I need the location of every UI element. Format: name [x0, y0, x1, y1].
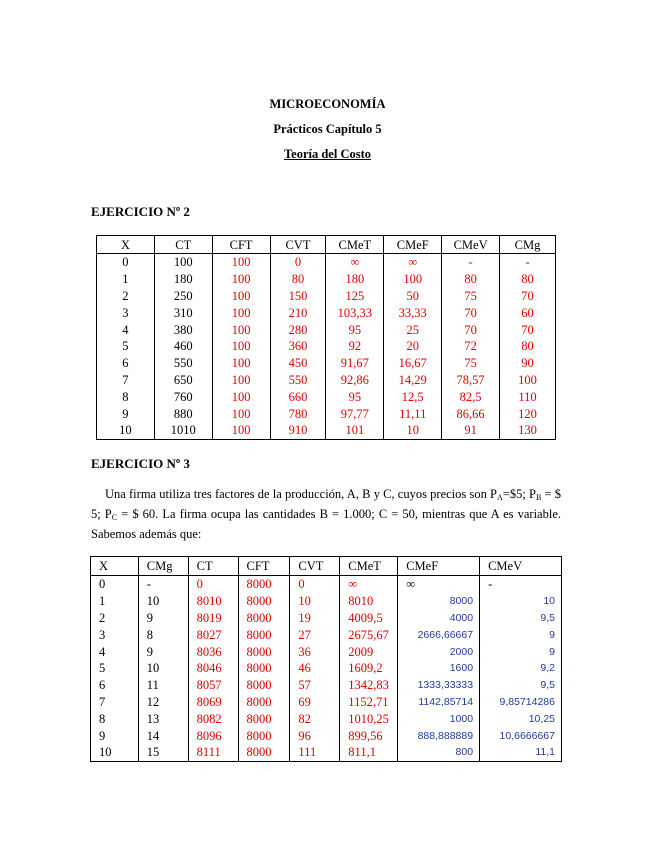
table-cell: 91 — [442, 422, 500, 439]
table-cell: 2 — [91, 610, 139, 627]
column-header: CFT — [238, 557, 290, 576]
column-header: CMeF — [384, 236, 442, 254]
table-cell: - — [480, 576, 562, 593]
table-cell: 80 — [270, 271, 326, 288]
table-cell: 1000 — [398, 710, 480, 727]
table-cell: 92,86 — [326, 372, 384, 389]
table-cell: 82,5 — [442, 388, 500, 405]
table-cell: 0 — [91, 576, 139, 593]
table-cell: 8010 — [340, 593, 398, 610]
table-cell: 9 — [91, 727, 139, 744]
table-cell: 9,5 — [480, 677, 562, 694]
table-cell: 550 — [154, 355, 212, 372]
table-cell: 10 — [384, 422, 442, 439]
table-cell: 8 — [91, 710, 139, 727]
column-header: CMeT — [326, 236, 384, 254]
table-cell: 100 — [212, 271, 270, 288]
table-cell: - — [442, 254, 500, 271]
table-cell: 8010 — [188, 593, 238, 610]
table-cell: 8 — [97, 388, 155, 405]
table-cell: 8096 — [188, 727, 238, 744]
table-cell: 97,77 — [326, 405, 384, 422]
table-cell: 50 — [384, 288, 442, 305]
table-cell: 70 — [442, 304, 500, 321]
table-cell: 8000 — [238, 677, 290, 694]
table-cell: 8082 — [188, 710, 238, 727]
table-cell: 46 — [290, 660, 340, 677]
table-row — [97, 422, 556, 439]
table-cell: 8000 — [238, 643, 290, 660]
table-cell: - — [500, 254, 556, 271]
table-cell: 111 — [290, 744, 340, 761]
table-cell: 70 — [500, 288, 556, 305]
table-cell: 100 — [212, 355, 270, 372]
table-cell: 180 — [154, 271, 212, 288]
table-cell: 100 — [154, 254, 212, 271]
exercise3-heading: EJERCICIO Nº 3 — [91, 456, 190, 471]
table-cell: 10 — [97, 422, 155, 439]
table-cell: 100 — [384, 271, 442, 288]
table-cell: 78,57 — [442, 372, 500, 389]
table-cell: 13 — [138, 710, 188, 727]
table-cell: 80 — [500, 271, 556, 288]
table-cell: 75 — [442, 355, 500, 372]
table-cell: 9,85714286 — [480, 694, 562, 711]
table-cell: 110 — [500, 388, 556, 405]
table-cell: 12,5 — [384, 388, 442, 405]
table-cell: 8 — [138, 626, 188, 643]
table-cell: 11,1 — [480, 744, 562, 761]
table-row — [91, 593, 562, 610]
table-cell: 4 — [97, 321, 155, 338]
table-cell: 280 — [270, 321, 326, 338]
table-cell: 8000 — [238, 744, 290, 761]
exercise3-table — [90, 556, 562, 762]
table-cell: 91,67 — [326, 355, 384, 372]
table-row — [91, 727, 562, 744]
column-header: CT — [154, 236, 212, 254]
table-cell: 660 — [270, 388, 326, 405]
table-cell: 800 — [398, 744, 480, 761]
column-header: CMg — [500, 236, 556, 254]
table-cell: 10,25 — [480, 710, 562, 727]
table-cell: 8019 — [188, 610, 238, 627]
table-cell: 1600 — [398, 660, 480, 677]
table-row — [97, 271, 556, 288]
table-cell: 72 — [442, 338, 500, 355]
table-cell: 100 — [212, 321, 270, 338]
table-cell: 95 — [326, 388, 384, 405]
table-cell: 96 — [290, 727, 340, 744]
table-cell: 8111 — [188, 744, 238, 761]
table-cell: 8046 — [188, 660, 238, 677]
table-cell: 8000 — [238, 593, 290, 610]
table-cell: 8057 — [188, 677, 238, 694]
table-cell: 450 — [270, 355, 326, 372]
table-cell: 80 — [442, 271, 500, 288]
table-cell: 10 — [91, 744, 139, 761]
table-cell: 100 — [212, 304, 270, 321]
table-cell: 3 — [97, 304, 155, 321]
table-cell: 2666,66667 — [398, 626, 480, 643]
table-cell: 8069 — [188, 694, 238, 711]
table-cell: 780 — [270, 405, 326, 422]
table-cell: 180 — [326, 271, 384, 288]
table-cell: 2000 — [398, 643, 480, 660]
table-cell: 16,67 — [384, 355, 442, 372]
table-cell: 3 — [91, 626, 139, 643]
table-cell: 100 — [212, 288, 270, 305]
column-header: CMg — [138, 557, 188, 576]
table-cell: 310 — [154, 304, 212, 321]
table-cell: 9 — [480, 643, 562, 660]
table-cell: 4000 — [398, 610, 480, 627]
table-cell: 14,29 — [384, 372, 442, 389]
table-row — [97, 304, 556, 321]
table-cell: 8000 — [238, 727, 290, 744]
table-cell: 8000 — [238, 626, 290, 643]
table-cell: 1333,33333 — [398, 677, 480, 694]
table-cell: 5 — [91, 660, 139, 677]
document-topic: Teoría del Costo — [283, 147, 372, 161]
document-title: MICROECONOMÍA — [269, 97, 386, 111]
table-cell: 11 — [138, 677, 188, 694]
table-cell: 8000 — [238, 660, 290, 677]
table-cell: ∞ — [340, 576, 398, 593]
table-cell: 80 — [500, 338, 556, 355]
column-header: CMeV — [442, 236, 500, 254]
table-cell: 0 — [188, 576, 238, 593]
column-header: CMeT — [340, 557, 398, 576]
table-cell: 9 — [97, 405, 155, 422]
table-cell: 1010,25 — [340, 710, 398, 727]
table-cell: 880 — [154, 405, 212, 422]
table-cell: 75 — [442, 288, 500, 305]
table-row — [91, 744, 562, 761]
table-cell: 650 — [154, 372, 212, 389]
table-row — [91, 626, 562, 643]
table-header-row — [97, 236, 556, 254]
table-cell: 210 — [270, 304, 326, 321]
table-cell: 70 — [500, 321, 556, 338]
table-cell: 150 — [270, 288, 326, 305]
table-cell: 100 — [500, 372, 556, 389]
table-cell: 69 — [290, 694, 340, 711]
table-cell: 5 — [97, 338, 155, 355]
column-header: CVT — [290, 557, 340, 576]
table-cell: 8000 — [238, 694, 290, 711]
table-row — [97, 254, 556, 271]
document-subtitle: Prácticos Capítulo 5 — [273, 122, 382, 136]
table-cell: 7 — [97, 372, 155, 389]
table-cell: 811,1 — [340, 744, 398, 761]
table-cell: 1010 — [154, 422, 212, 439]
table-cell: 1609,2 — [340, 660, 398, 677]
table-cell: 1152,71 — [340, 694, 398, 711]
table-cell: 2009 — [340, 643, 398, 660]
table-cell: ∞ — [384, 254, 442, 271]
table-cell: 100 — [212, 388, 270, 405]
table-cell: 8000 — [238, 610, 290, 627]
table-cell: 9,5 — [480, 610, 562, 627]
table-cell: 100 — [212, 338, 270, 355]
table-cell: 4009,5 — [340, 610, 398, 627]
table-row — [91, 643, 562, 660]
table-cell: 8036 — [188, 643, 238, 660]
table-row — [91, 660, 562, 677]
table-cell: 9 — [138, 643, 188, 660]
table-cell: 60 — [500, 304, 556, 321]
column-header: CMeF — [398, 557, 480, 576]
table-row — [97, 355, 556, 372]
table-cell: 2675,67 — [340, 626, 398, 643]
table-cell: 100 — [212, 405, 270, 422]
table-cell: 25 — [384, 321, 442, 338]
table-cell: 125 — [326, 288, 384, 305]
exercise3-statement: Una firma utiliza tres factores de la producción, A, B y C, cuyos precios son $P_A=\$5$; $P_B$ = $ 5; $P_C$ = $ 60. La firma ocupa las cantidades B = 1.000; C = 50, mientras que A es variable. Sabemos además que: — [91, 487, 561, 541]
table-cell: 27 — [290, 626, 340, 643]
column-header: CT — [188, 557, 238, 576]
table-row — [97, 321, 556, 338]
table-cell: 4 — [91, 643, 139, 660]
table-row — [97, 388, 556, 405]
table-cell: 86,66 — [442, 405, 500, 422]
table-cell: 2 — [97, 288, 155, 305]
table-cell: 550 — [270, 372, 326, 389]
table-cell: 7 — [91, 694, 139, 711]
table-cell: 14 — [138, 727, 188, 744]
table-row — [91, 710, 562, 727]
column-header: X — [97, 236, 155, 254]
table-cell: 460 — [154, 338, 212, 355]
table-cell: 6 — [97, 355, 155, 372]
table-cell: 899,56 — [340, 727, 398, 744]
table-cell: 10 — [480, 593, 562, 610]
table-cell: 90 — [500, 355, 556, 372]
table-cell: 1 — [97, 271, 155, 288]
table-cell: 130 — [500, 422, 556, 439]
table-cell: 1342,83 — [340, 677, 398, 694]
table-cell: 100 — [212, 422, 270, 439]
column-header: CVT — [270, 236, 326, 254]
table-cell: 8000 — [398, 593, 480, 610]
table-cell: 250 — [154, 288, 212, 305]
table-cell: 8000 — [238, 710, 290, 727]
table-cell: 1142,85714 — [398, 694, 480, 711]
table-cell: 20 — [384, 338, 442, 355]
table-row — [97, 288, 556, 305]
exercise2-table — [96, 235, 556, 440]
table-cell: 10 — [138, 660, 188, 677]
table-cell: 100 — [212, 372, 270, 389]
table-cell: 11,11 — [384, 405, 442, 422]
table-row — [97, 405, 556, 422]
table-cell: 36 — [290, 643, 340, 660]
table-row — [91, 694, 562, 711]
table-row — [91, 576, 562, 593]
table-cell: 82 — [290, 710, 340, 727]
table-cell: 9,2 — [480, 660, 562, 677]
table-row — [91, 610, 562, 627]
table-cell: 33,33 — [384, 304, 442, 321]
table-cell: 9 — [480, 626, 562, 643]
table-cell: 70 — [442, 321, 500, 338]
column-header: CFT — [212, 236, 270, 254]
table-cell: 12 — [138, 694, 188, 711]
table-cell: 10 — [290, 593, 340, 610]
table-cell: 8000 — [238, 576, 290, 593]
table-cell: ∞ — [398, 576, 480, 593]
table-cell: 101 — [326, 422, 384, 439]
table-header-row — [91, 557, 562, 576]
table-cell: 100 — [212, 254, 270, 271]
table-row — [97, 338, 556, 355]
table-cell: 6 — [91, 677, 139, 694]
table-cell: 760 — [154, 388, 212, 405]
table-cell: 15 — [138, 744, 188, 761]
column-header: CMeV — [480, 557, 562, 576]
table-cell: 0 — [97, 254, 155, 271]
table-cell: 0 — [270, 254, 326, 271]
table-cell: ∞ — [326, 254, 384, 271]
table-row — [91, 677, 562, 694]
table-cell: 10,6666667 — [480, 727, 562, 744]
table-cell: 95 — [326, 321, 384, 338]
table-cell: 103,33 — [326, 304, 384, 321]
table-cell: 0 — [290, 576, 340, 593]
exercise2-heading: EJERCICIO Nº 2 — [91, 204, 190, 219]
table-cell: 10 — [138, 593, 188, 610]
table-cell: 92 — [326, 338, 384, 355]
table-cell: 120 — [500, 405, 556, 422]
table-cell: 380 — [154, 321, 212, 338]
table-cell: 360 — [270, 338, 326, 355]
table-cell: 910 — [270, 422, 326, 439]
table-cell: 19 — [290, 610, 340, 627]
table-cell: 57 — [290, 677, 340, 694]
table-cell: 888,888889 — [398, 727, 480, 744]
table-row — [97, 372, 556, 389]
table-cell: 9 — [138, 610, 188, 627]
table-cell: 8027 — [188, 626, 238, 643]
table-cell: - — [138, 576, 188, 593]
column-header: X — [91, 557, 139, 576]
table-cell: 1 — [91, 593, 139, 610]
